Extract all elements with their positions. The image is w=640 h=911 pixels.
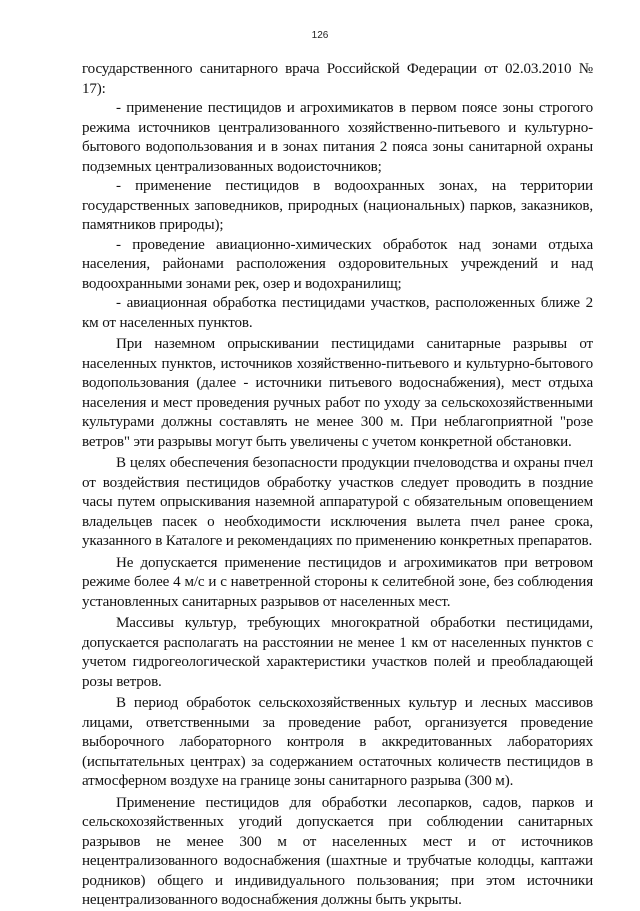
list-item-3: - проведение авиационно-химических обработок над зонами отдыха населения, районами расположения оздоровительных учреждений и над водоохранными зонами рек, озер и водохранилищ; <box>82 236 593 292</box>
list-item-4: - авиационная обработка пестицидами участков, расположенных ближе 2 км от населенных пунктов. <box>82 295 593 331</box>
paragraph-bee-protection: В целях обеспечения безопасности продукции пчеловодства и охраны пчел от воздействия пестицидов обработку участков следует проводить в поздние часы путем опрыскивания наземной аппаратурой с обязательным оповещением владельцев пасек о необходимости исключения вылета пчел ранее срока, указанного в Каталоге и рекомендациях по применению конкретных препаратов. <box>82 455 593 549</box>
paragraph-crop-placement: Массивы культур, требующих многократной обработки пестицидами, допускается располагать на расстоянии не менее 1 км от населенных пунктов с учетом гидрогеологической характеристики участков полей и преобладающей розы ветров. <box>82 615 593 690</box>
paragraph-parks-treatment: Применение пестицидов для обработки лесопарков, садов, парков и сельскохозяйственных угодий допускается при соблюдении санитарных разрывов не менее 300 м от населенных мест и от источников нецентрализованного водоснабжения (шахтные и трубчатые колодцы, каптажи родников) общего и индивидуального пользования; при этом источники нецентрализованного водоснабжения должны быть укрыты. <box>82 794 593 908</box>
paragraph-wind-restriction: Не допускается применение пестицидов и агрохимикатов при ветровом режиме более 4 м/с и с наветренной стороны к селитебной зоне, без соблюдения установленных санитарных разрывов от населенных мест. <box>82 554 593 610</box>
paragraph-lab-control: В период обработок сельскохозяйственных культур и лесных массивов лицами, ответственными за проведение работ, организуется проведение выборочного лабораторного контроля в аккредитованных лабораториях (испытательных центрах) за содержанием остаточных количеств пестицидов в атмосферном воздухе на границе зоны санитарного разрыва (300 м). <box>82 695 593 789</box>
list-item-2: - применение пестицидов в водоохранных зонах, на территории государственных заповедников, природных (национальных) парков, заказников, памятников природы); <box>82 178 593 233</box>
list-item-1: - применение пестицидов и агрохимикатов в первом поясе зоны строгого режима источников централизованного хозяйственно-питьевого и культурно-бытового водопользования и в зонах питания 2 пояса зоны санитарной охраны подземных централизованных водоисточников; <box>82 100 593 175</box>
paragraph-ground-spraying: При наземном опрыскивании пестицидами санитарные разрывы от населенных пунктов, источников хозяйственно-питьевого и культурно-бытового водопользования (далее - источники питьевого водоснабжения), мест отдыха населения и мест проведения ручных работ по уходу за сельскохозяйственными культурами должны составлять не менее 300 м. При неблагоприятной "розе ветров" эти разрывы могут быть увеличены с учетом конкретной обстановки. <box>82 336 593 450</box>
paragraph-continuation: государственного санитарного врача Российской Федерации от 02.03.2010 № 17): <box>82 61 593 97</box>
body-text <box>82 60 593 911</box>
page-number: 126 <box>311 30 329 41</box>
